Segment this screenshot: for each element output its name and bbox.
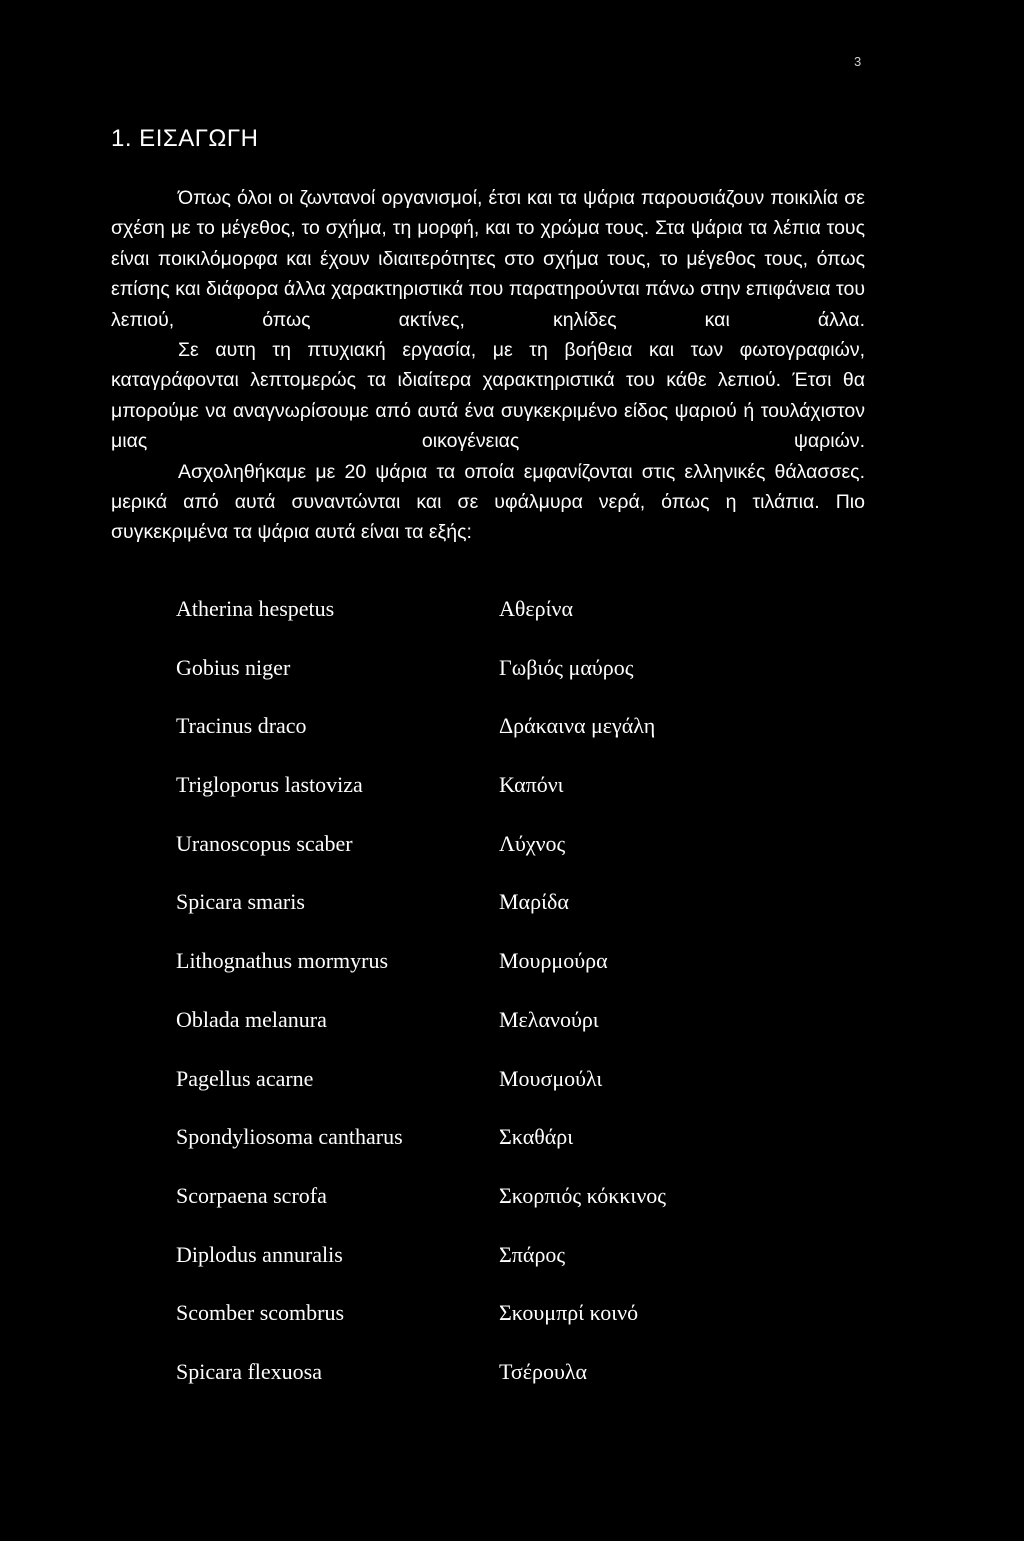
list-item xyxy=(176,1359,776,1418)
page-number: 3 xyxy=(854,54,862,69)
species-greek-name: Σκαθάρι xyxy=(499,1124,574,1150)
list-item xyxy=(176,1007,776,1066)
species-greek-name: Γωβιός μαύρος xyxy=(499,654,634,680)
list-item xyxy=(176,1242,776,1301)
species-greek-name: Μελανούρι xyxy=(499,1006,599,1032)
list-item xyxy=(176,1066,776,1125)
species-greek-name: Μουρμούρα xyxy=(499,948,608,974)
list-item xyxy=(176,831,776,890)
section-heading: 1. ΕΙΣΑΓΩΓΗ xyxy=(111,125,259,152)
species-greek-name: Δράκαινα μεγάλη xyxy=(499,713,656,739)
species-latin-name: Tracinus draco xyxy=(176,713,307,739)
list-item xyxy=(176,596,776,655)
species-latin-name: Oblada melanura xyxy=(176,1006,327,1032)
list-item xyxy=(176,1300,776,1359)
species-greek-name: Σκουμπρί κοινό xyxy=(499,1300,639,1326)
species-latin-name: Scomber scombrus xyxy=(176,1300,345,1326)
list-item xyxy=(176,1183,776,1242)
species-latin-name: Gobius niger xyxy=(176,654,291,680)
list-item xyxy=(176,655,776,714)
species-list xyxy=(176,596,776,1418)
species-greek-name: Μαρίδα xyxy=(499,889,569,915)
species-latin-name: Pagellus acarne xyxy=(176,1065,314,1091)
species-latin-name: Atherina hespetus xyxy=(176,596,335,621)
species-greek-name: Μουσμούλι xyxy=(499,1065,603,1091)
list-item xyxy=(176,1124,776,1183)
species-latin-name: Spondyliosoma cantharus xyxy=(176,1124,403,1150)
paragraph-intro: Όπως όλοι οι ζωντανοί οργανισμοί, έτσι και τα ψάρια παρουσιάζουν ποικιλία σε σχέση με το μέγεθος, το σχήμα, τη μορφή, και το χρώμα τους. Στα ψάρια τα λέπια τους είναι ποικιλόμορφα και έχουν ιδιαιτερότητες στο σχήμα τους, το μέγεθος τους, όπως επίσης και διάφορα άλλα χαρακτηριστικά που παρατηρούνται πάνω στην επιφάνεια του λεπιού, όπως ακτίνες, κηλίδες και άλλα. xyxy=(111,187,865,331)
species-latin-name: Scorpaena scrofa xyxy=(176,1182,327,1208)
species-greek-name: Αθερίνα xyxy=(499,596,574,621)
species-greek-name: Λύχνος xyxy=(499,830,566,856)
species-greek-name: Σπάρος xyxy=(499,1241,566,1267)
species-greek-name: Καπόνι xyxy=(499,772,564,798)
species-latin-name: Lithognathus mormyrus xyxy=(176,948,389,974)
list-item xyxy=(176,948,776,1007)
list-item xyxy=(176,889,776,948)
paragraph-species-intro: Ασχοληθήκαμε με 20 ψάρια τα οποία εμφανίζονται στις ελληνικές θάλασσες. μερικά από αυτά συναντώνται και σε υφάλμυρα νερά, όπως η τιλάπια. Πιο συγκεκριμένα τα ψάρια αυτά είναι τα εξής: xyxy=(111,460,865,544)
species-latin-name: Uranoscopus scaber xyxy=(176,830,353,856)
species-latin-name: Diplodus annuralis xyxy=(176,1241,343,1267)
paragraph-purpose: Σε αυτη τη πτυχιακή εργασία, με τη βοήθεια και των φωτογραφιών, καταγράφονται λεπτομερώς τα ιδιαίτερα χαρακτηριστικά του κάθε λεπιού. Έτσι θα μπορούμε να αναγνωρίσουμε από αυτά ένα συγκεκριμένο είδος ψαριού ή τουλάχιστον μιας οικογένειας ψαριών. xyxy=(111,339,865,453)
body-text xyxy=(111,183,865,548)
list-item xyxy=(176,772,776,831)
species-greek-name: Σκορπιός κόκκινος xyxy=(499,1182,666,1208)
species-latin-name: Spicara smaris xyxy=(176,889,305,915)
species-greek-name: Τσέρουλα xyxy=(499,1358,588,1384)
list-item xyxy=(176,713,776,772)
species-latin-name: Spicara flexuosa xyxy=(176,1358,322,1384)
species-latin-name: Trigloporus lastoviza xyxy=(176,772,363,798)
